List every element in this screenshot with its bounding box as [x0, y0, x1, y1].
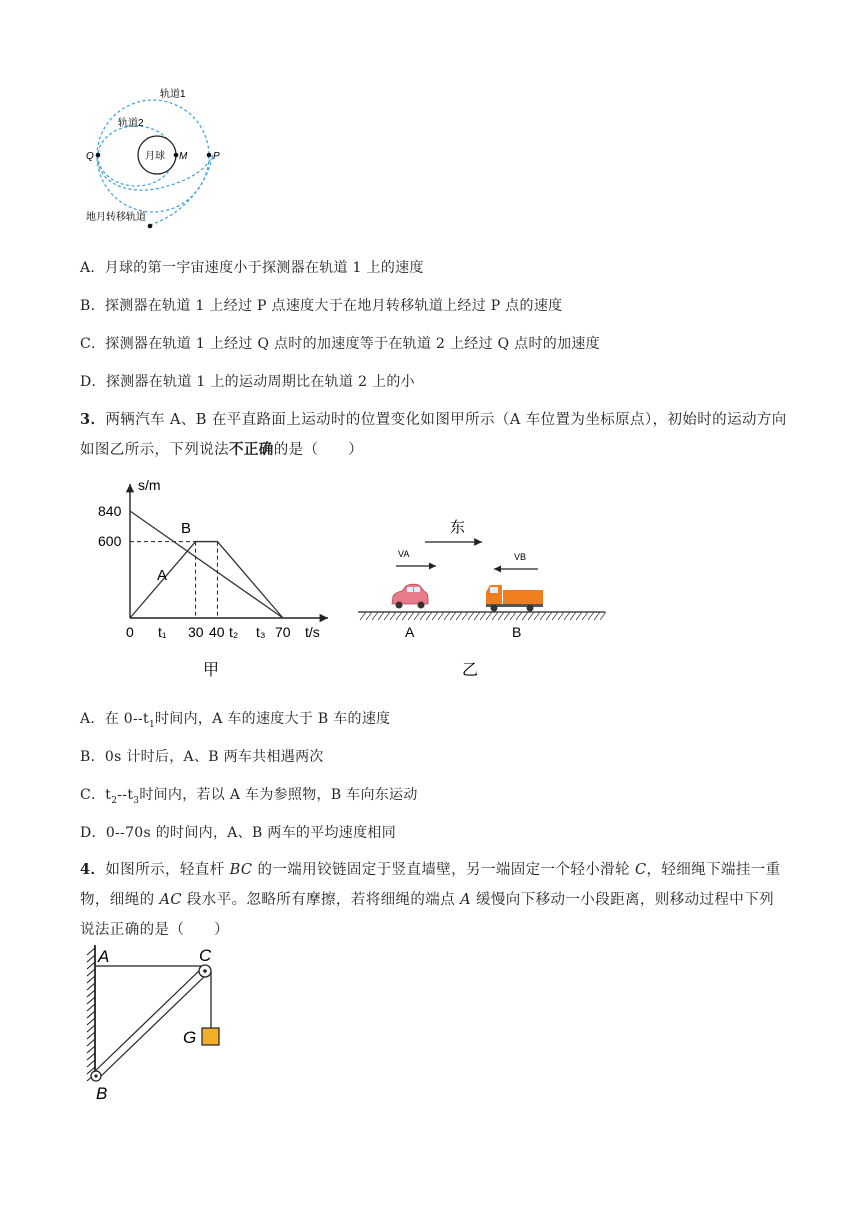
- hatch-mark: [432, 612, 438, 620]
- rod-bc-2: [93, 968, 202, 1073]
- ytick-600: 600: [98, 533, 122, 549]
- series-line-B: [130, 511, 283, 618]
- hatch-mark: [456, 612, 462, 620]
- q4-l2-b: 段水平。忽略所有摩擦，若将细绳的端点: [181, 892, 461, 908]
- xtick-t1: t₁: [158, 624, 167, 640]
- hatch-mark: [426, 612, 432, 620]
- q3-opt-c-pre: C．t: [80, 787, 112, 803]
- hatch-mark: [576, 612, 582, 620]
- series-label-A: A: [157, 567, 168, 584]
- chart-xlabel: t/s: [305, 624, 320, 640]
- wall-hatch-mark: [87, 990, 95, 997]
- hatch-mark: [564, 612, 570, 620]
- label-transfer: 地月转移轨道: [86, 212, 146, 223]
- car-a-label: A: [405, 624, 415, 640]
- hatch-mark: [492, 612, 498, 620]
- q4-l1-c: C: [634, 862, 647, 878]
- hatch-mark: [396, 612, 402, 620]
- vb-label: VB: [514, 552, 527, 562]
- hatch-mark: [384, 612, 390, 620]
- q4-l1-b: 的一端用铰链固定于竖直墙壁，另一端固定一个轻小滑轮: [252, 862, 635, 878]
- hatch-mark: [462, 612, 468, 620]
- label-orbit1: 轨道1: [160, 89, 186, 100]
- wall-hatch-mark: [87, 955, 95, 962]
- label-Q: Q: [86, 151, 94, 162]
- q3-option-d: D．0--70s 的时间内，A、B 两车的平均速度相同: [80, 825, 396, 841]
- hatch-mark: [480, 612, 486, 620]
- q4-stem-line1: [80, 858, 781, 879]
- q4-l2-ac: AC: [159, 892, 182, 908]
- hatch-mark: [600, 612, 606, 620]
- hatch-mark: [570, 612, 576, 620]
- q2-option-b: B．探测器在轨道 1 上经过 P 点速度大于在地月转移轨道上经过 P 点的速度: [80, 298, 563, 314]
- hatch-mark: [558, 612, 564, 620]
- q4-l1-d: ，轻细绳下端挂一重: [646, 862, 781, 878]
- q3-stem-line1: [80, 408, 787, 429]
- q4-stem-line2: [80, 888, 774, 909]
- q4-l2-c: 缓慢向下移动一小段距离，则移动过程中下列: [470, 892, 774, 908]
- point-M: [174, 153, 179, 158]
- hatch-mark: [534, 612, 540, 620]
- q3-line1-text: 两辆汽车 A、B 在平直路面上运动时的位置变化如图甲所示（A 车位置为坐标原点），初始时的运动方向: [105, 412, 787, 428]
- hatch-mark: [402, 612, 408, 620]
- ground-hatch: [360, 612, 606, 620]
- xtick-t3: t₃: [256, 624, 266, 640]
- orbit-figure: [80, 82, 240, 232]
- wall-hatch-mark: [87, 983, 95, 990]
- q3-stem-line2: [80, 438, 363, 459]
- va-label: VA: [398, 549, 410, 559]
- label-A: A: [98, 947, 110, 966]
- hatch-mark: [438, 612, 444, 620]
- series-line-A: [130, 542, 283, 618]
- hatch-mark: [474, 612, 480, 620]
- wall-hatch-mark: [87, 1032, 95, 1039]
- q2-option-c: C．探测器在轨道 1 上经过 Q 点时的加速度等于在轨道 2 上经过 Q 点时的加速度: [80, 336, 600, 352]
- wall-hatch-mark: [87, 1004, 95, 1011]
- hatch-mark: [378, 612, 384, 620]
- label-C: C: [199, 946, 212, 965]
- wall-hatch-mark: [87, 1060, 95, 1067]
- hatch-mark: [414, 612, 420, 620]
- ytick-840: 840: [98, 503, 122, 519]
- label-moon: 月球: [145, 151, 165, 162]
- hatch-mark: [420, 612, 426, 620]
- hatch-mark: [486, 612, 492, 620]
- hatch-mark: [552, 612, 558, 620]
- q3-line2-a: 如图乙所示，下列说法: [80, 442, 229, 458]
- q3-opt-c-sub2: 3: [133, 795, 140, 806]
- xtick-0: 0: [126, 624, 134, 640]
- q4-l1-a: 如图所示，轻直杆: [105, 862, 230, 878]
- car-a: [392, 584, 428, 608]
- hatch-mark: [510, 612, 516, 620]
- wall-hatch-mark: [87, 1011, 95, 1018]
- q3-option-b: B．0s 计时后，A、B 两车共相遇两次: [80, 749, 324, 765]
- point-Q: [96, 153, 101, 158]
- q3-opt-c-mid: --t: [117, 787, 134, 803]
- q2-option-a: A．月球的第一宇宙速度小于探测器在轨道 1 上的速度: [80, 260, 424, 276]
- hatch-mark: [366, 612, 372, 620]
- q4-l1-bc: BC: [229, 862, 253, 878]
- wall-hatch-mark: [87, 1018, 95, 1025]
- wall-hatch-mark: [87, 969, 95, 976]
- weight-g: [202, 1028, 219, 1045]
- label-B: B: [96, 1084, 108, 1103]
- car-b-label: B: [512, 624, 522, 640]
- q3-scene: [355, 505, 615, 685]
- label-M: M: [179, 151, 188, 162]
- chart-caption: 甲: [203, 662, 220, 679]
- q3-line2-emph: 不正确: [229, 441, 274, 458]
- hatch-mark: [450, 612, 456, 620]
- chart-ylabel: s/m: [138, 477, 161, 493]
- xtick-30: 30: [188, 624, 204, 640]
- east-label: 东: [450, 519, 466, 536]
- hatch-mark: [522, 612, 528, 620]
- hatch-mark: [468, 612, 474, 620]
- q3-option-a: [80, 708, 390, 730]
- rod-bc-1: [98, 974, 207, 1079]
- q4-stem-line3: 说法正确的是（ ）: [80, 922, 229, 938]
- hatch-mark: [588, 612, 594, 620]
- q3-opt-a-pre: A．在 0--t: [80, 711, 149, 727]
- hatch-mark: [516, 612, 522, 620]
- wall-hatch-mark: [87, 1053, 95, 1060]
- wall-hatch: [87, 948, 95, 1081]
- point-P: [207, 153, 212, 158]
- wall-hatch-mark: [87, 997, 95, 1004]
- hatch-mark: [408, 612, 414, 620]
- label-P: P: [213, 151, 220, 162]
- q2-option-d: D．探测器在轨道 1 上的运动周期比在轨道 2 上的小: [80, 374, 415, 390]
- wall-hatch-mark: [87, 976, 95, 983]
- q3-opt-c-sub1: 2: [111, 795, 118, 806]
- xtick-40: 40: [209, 624, 225, 640]
- xtick-70: 70: [275, 624, 291, 640]
- q3-line2-b: 的是（ ）: [273, 442, 364, 458]
- hatch-mark: [498, 612, 504, 620]
- wall-hatch-mark: [87, 948, 95, 955]
- q4-l2-a: 物，细绳的: [80, 892, 160, 908]
- q3-opt-a-sub: 1: [148, 719, 155, 730]
- hatch-mark: [372, 612, 378, 620]
- hatch-mark: [504, 612, 510, 620]
- q3-number: 3．: [80, 411, 106, 428]
- series-label-B: B: [181, 520, 192, 537]
- q4-number: 4．: [80, 861, 106, 878]
- truck-b: [486, 585, 543, 612]
- hatch-mark: [444, 612, 450, 620]
- hatch-mark: [594, 612, 600, 620]
- wall-hatch-mark: [87, 962, 95, 969]
- q3-option-c: [80, 784, 418, 806]
- hatch-mark: [540, 612, 546, 620]
- q3-opt-a-post: 时间内，A 车的速度大于 B 车的速度: [155, 711, 391, 727]
- hatch-mark: [528, 612, 534, 620]
- hatch-mark: [546, 612, 552, 620]
- hatch-mark: [582, 612, 588, 620]
- scene-caption: 乙: [462, 662, 479, 679]
- q3-opt-c-post: 时间内，若以 A 车为参照物，B 车向东运动: [139, 787, 418, 803]
- hatch-mark: [360, 612, 366, 620]
- q3-chart: [95, 470, 345, 680]
- q4-l2-A: A: [460, 892, 471, 908]
- transfer-point: [148, 224, 153, 229]
- wall-hatch-mark: [87, 1046, 95, 1053]
- wall-hatch-mark: [87, 1039, 95, 1046]
- xtick-t2: t₂: [229, 624, 239, 640]
- q4-figure: [80, 940, 240, 1110]
- label-orbit2: 轨道2: [118, 118, 144, 129]
- wall-hatch-mark: [87, 1025, 95, 1032]
- hatch-mark: [390, 612, 396, 620]
- label-G: G: [183, 1028, 197, 1047]
